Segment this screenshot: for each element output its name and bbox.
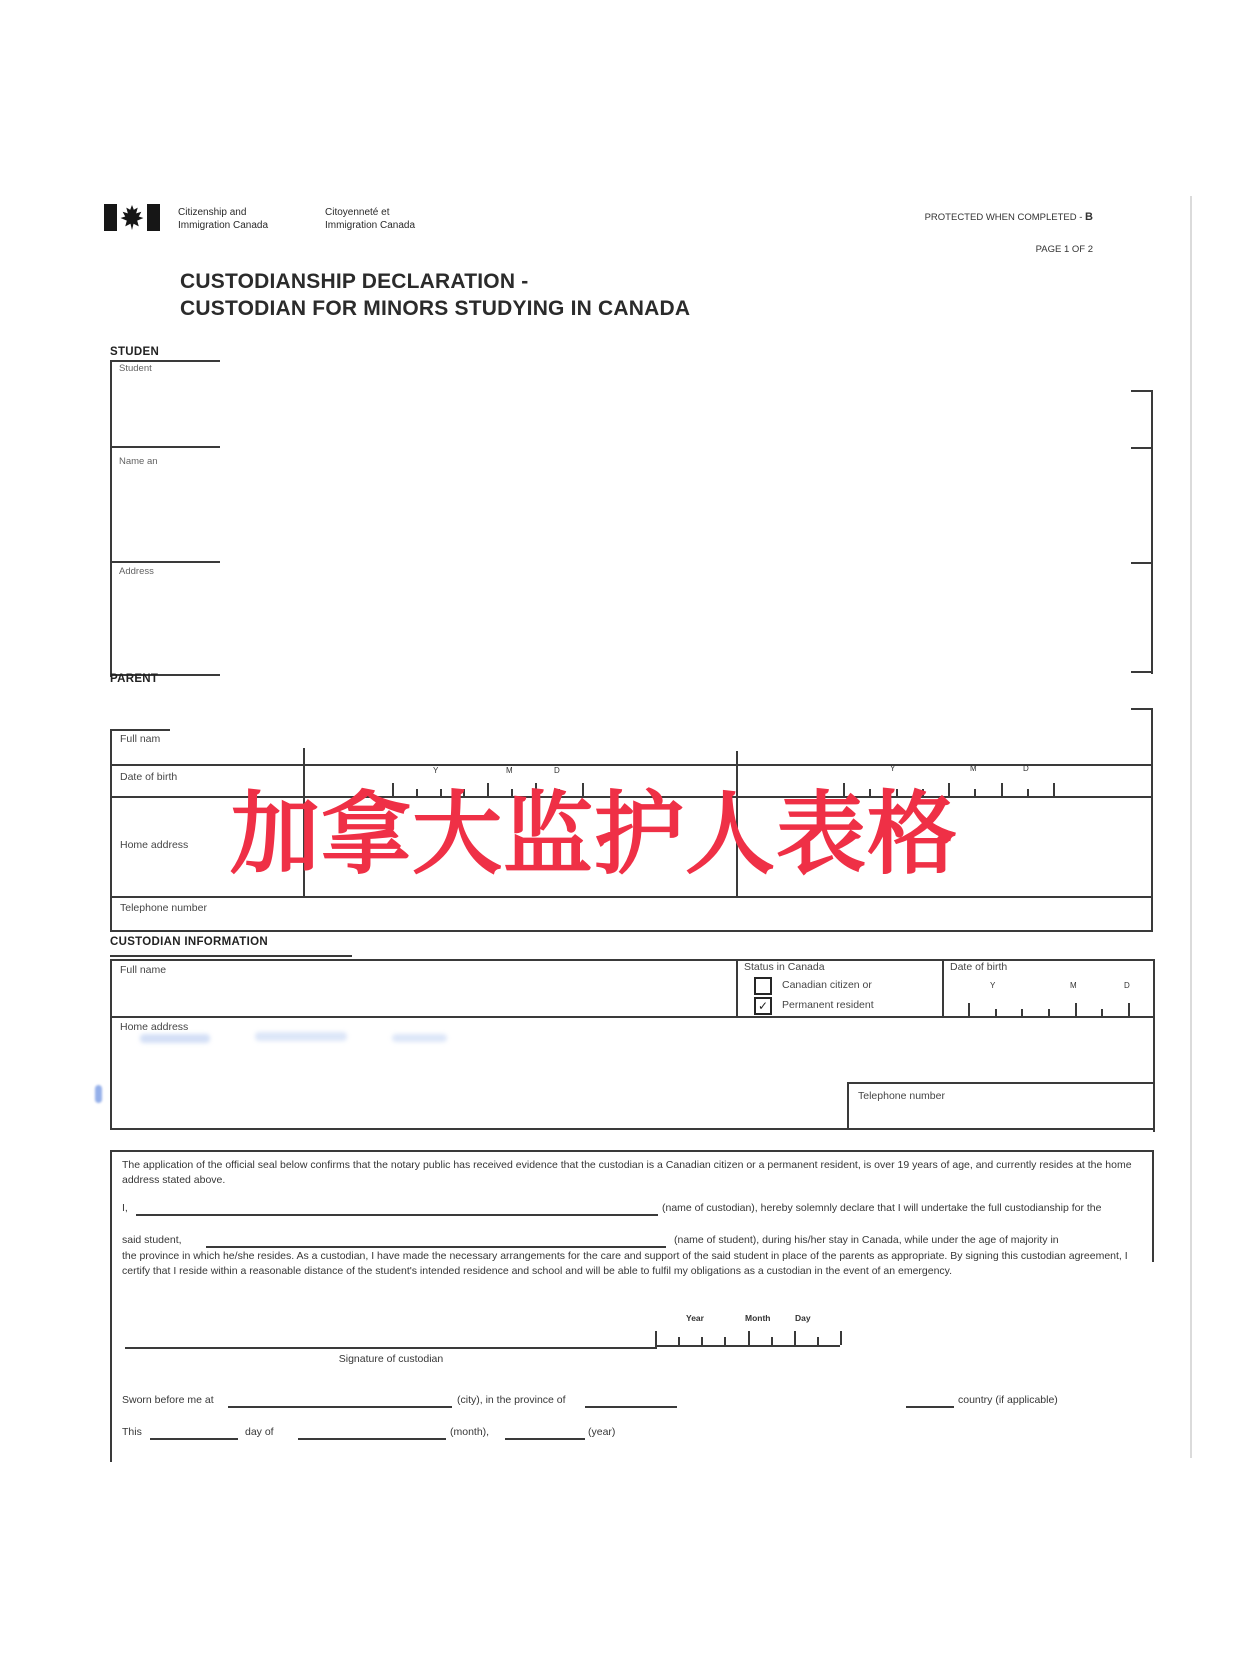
student-row3-label: Address	[119, 566, 154, 577]
form-line	[1131, 708, 1153, 710]
parent2-dob-year-letter: Y	[890, 764, 896, 773]
dept-fr-line2: Immigration Canada	[325, 219, 416, 231]
form-line	[942, 959, 944, 1018]
maple-leaf-icon	[119, 204, 145, 231]
parent-section-heading: PARENT	[110, 673, 159, 685]
parent1-dob-day-letter: D	[554, 766, 560, 775]
declaration-i-prefix: I,	[122, 1202, 128, 1214]
form-line	[110, 930, 1153, 932]
student-row1-label: Student	[119, 363, 152, 374]
form-line	[1151, 390, 1153, 674]
parent1-dob-month-letter: M	[506, 766, 513, 775]
signature-date-day-label: Day	[795, 1313, 811, 1323]
flag-bar-right	[147, 204, 160, 231]
form-line	[110, 446, 220, 448]
date-tick	[1128, 1003, 1130, 1017]
erased-text-smudge	[392, 1034, 447, 1042]
canadian-citizen-label: Canadian citizen or	[782, 979, 872, 991]
form-line	[1131, 390, 1153, 392]
custodian-fullname-label: Full name	[120, 964, 167, 976]
parent2-dob-month-letter: M	[970, 764, 977, 773]
date-tick	[1027, 789, 1029, 797]
custodian-section-heading: CUSTODIAN INFORMATION	[110, 936, 268, 948]
form-line	[736, 959, 738, 1018]
checkbox-permanent-resident[interactable]	[754, 997, 772, 1015]
custodian-dob-month-letter: M	[1070, 981, 1077, 990]
parent-homeaddress-label: Home address	[120, 839, 189, 851]
date-tick	[1048, 1009, 1050, 1017]
form-line	[1151, 708, 1153, 932]
form-line	[1153, 959, 1155, 1132]
form-line	[110, 1150, 1154, 1152]
protected-when-completed	[870, 211, 1093, 223]
form-line	[110, 360, 112, 677]
form-line	[228, 1406, 452, 1408]
erased-text-smudge	[255, 1032, 347, 1041]
parent2-dob-day-letter: D	[1023, 764, 1029, 773]
form-line	[110, 360, 220, 362]
custodian-dob-label: Date of birth	[950, 961, 1008, 973]
date-tick	[1001, 783, 1003, 797]
form-line	[110, 1128, 1155, 1130]
protected-class-b: B	[1085, 211, 1093, 223]
name-of-custodian-hint: (name of custodian), hereby solemnly declare that I will undertake the full custodianship for the	[662, 1202, 1102, 1214]
flag-bar-left	[104, 204, 117, 231]
declaration-paragraph-2: the province in which he/she resides. As a custodian, I have made the necessary arrangements for the care and support of the said student in place of the parents as appropriate. By signing this custodian agreement, I certify that I reside within a reasonable distance of the student's intended residence and school and will be able to fulfil my obligations as a custodian in the event of an emergency.	[122, 1250, 1128, 1277]
city-province-hint: (city), in the province of	[457, 1394, 566, 1406]
form-line	[110, 955, 352, 957]
form-line	[1152, 1150, 1154, 1262]
custodian-homeaddress-label: Home address	[120, 1021, 189, 1033]
custodian-dob-day-letter: D	[1124, 981, 1130, 990]
date-tick	[995, 1009, 997, 1017]
signature-date-ticks[interactable]	[655, 1331, 840, 1347]
date-tick	[1075, 1003, 1077, 1017]
form-line	[298, 1438, 446, 1440]
form-line	[125, 1347, 657, 1349]
this-label: This	[122, 1426, 142, 1438]
date-tick	[817, 1337, 819, 1345]
custodian-dob-ticks[interactable]	[968, 1003, 1128, 1017]
form-line	[505, 1438, 585, 1440]
form-line	[847, 1082, 1155, 1084]
day-of-label: day of	[245, 1426, 274, 1438]
signature-date-year-label: Year	[686, 1313, 704, 1323]
name-of-student-hint: (name of student), during his/her stay in Canada, while under the age of majority in	[674, 1234, 1059, 1246]
checkmark-icon: ✓	[757, 999, 769, 1013]
custodian-telephone-label: Telephone number	[858, 1090, 945, 1102]
form-title-line2: CUSTODIAN FOR MINORS STUDYING IN CANADA	[180, 297, 691, 320]
student-section-heading: STUDEN	[110, 346, 160, 358]
date-tick	[771, 1337, 773, 1345]
date-tick	[655, 1331, 657, 1345]
country-if-applicable-hint: country (if applicable)	[958, 1394, 1058, 1406]
form-line	[110, 729, 170, 731]
date-tick	[724, 1337, 726, 1345]
parent1-dob-year-letter: Y	[433, 766, 439, 775]
dept-en-line2: Immigration Canada	[178, 219, 269, 231]
checkbox-canadian-citizen[interactable]	[754, 977, 772, 995]
form-line	[150, 1438, 238, 1440]
form-line	[1131, 447, 1153, 449]
signature-date-month-label: Month	[745, 1313, 771, 1323]
date-tick	[1021, 1009, 1023, 1017]
form-line	[906, 1406, 954, 1408]
page-number: PAGE 1 OF 2	[1035, 244, 1093, 255]
blue-ink-mark	[95, 1085, 102, 1103]
declaration-paragraph-1: The application of the official seal below confirms that the notary public has received evidence that the custodian is a Canadian citizen or a permanent resident, is over 19 years of age, and currently resides at the home address stated above.	[122, 1159, 1132, 1186]
canada-flag-logo	[104, 204, 160, 231]
protected-label: PROTECTED WHEN COMPLETED -	[924, 212, 1083, 223]
form-line	[110, 729, 112, 932]
form-line	[110, 561, 220, 563]
dept-fr-line1: Citoyenneté et	[325, 207, 390, 218]
date-tick	[974, 789, 976, 797]
form-line	[136, 1214, 658, 1216]
date-tick	[678, 1337, 680, 1345]
sworn-before-me-label: Sworn before me at	[122, 1394, 214, 1406]
form-line	[110, 764, 1153, 766]
form-line	[206, 1246, 666, 1248]
date-tick	[1053, 783, 1055, 797]
date-tick	[748, 1331, 750, 1345]
parent-telephone-label: Telephone number	[120, 902, 207, 914]
erased-text-smudge	[140, 1034, 210, 1043]
date-tick	[968, 1003, 970, 1017]
year-hint: (year)	[588, 1426, 616, 1438]
date-tick	[1101, 1009, 1103, 1017]
form-line	[585, 1406, 677, 1408]
parent-dob-label: Date of birth	[120, 771, 178, 783]
form-line	[110, 959, 112, 1130]
dept-name-en	[178, 207, 268, 232]
month-hint: (month),	[450, 1426, 490, 1438]
dept-en-line1: Citizenship and	[178, 207, 247, 218]
form-line	[110, 1150, 112, 1462]
form-line	[1131, 671, 1153, 673]
date-tick	[840, 1331, 842, 1345]
form-title-line1: CUSTODIANSHIP DECLARATION -	[180, 270, 529, 293]
date-tick	[794, 1331, 796, 1345]
date-tick	[701, 1337, 703, 1345]
dept-name-fr	[325, 207, 415, 232]
signature-of-custodian-label: Signature of custodian	[338, 1353, 444, 1365]
custodian-dob-year-letter: Y	[990, 981, 996, 990]
permanent-resident-label: Permanent resident	[782, 999, 874, 1011]
parent-fullname-label: Full nam	[120, 733, 161, 745]
chinese-overlay-text: 加拿大监护人表格	[230, 782, 958, 887]
student-row2-label: Name an	[119, 456, 158, 467]
form-line	[847, 1082, 849, 1130]
form-line	[110, 896, 1153, 898]
said-student-prefix: said student,	[122, 1234, 182, 1246]
form-line	[1131, 562, 1153, 564]
page-scan-edge	[1190, 196, 1192, 1458]
status-in-canada-label: Status in Canada	[744, 961, 825, 973]
